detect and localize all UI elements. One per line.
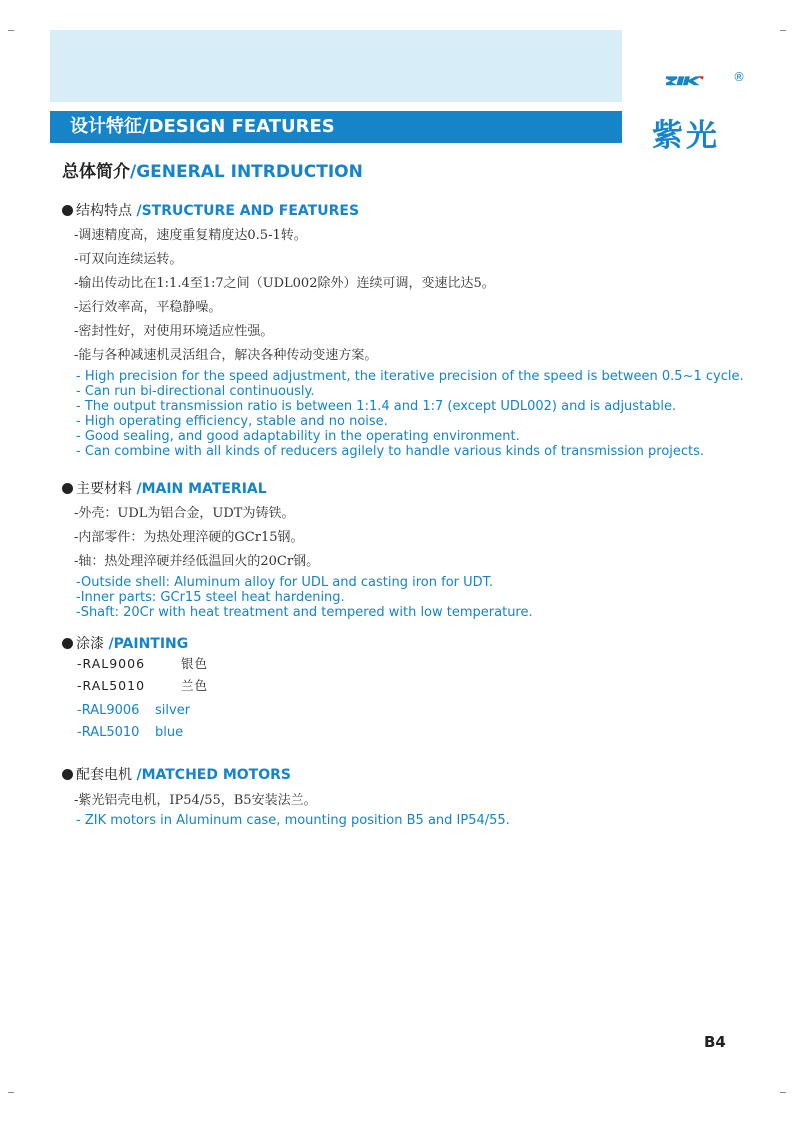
bullet-icon xyxy=(62,638,73,649)
structure-cn-item: -调速精度高，速度重复精度达0.5-1转。 xyxy=(74,228,307,243)
painting-cn-row xyxy=(77,654,208,672)
page-title: 设计特征/DESIGN FEATURES xyxy=(50,111,622,143)
material-section-heading xyxy=(62,478,267,498)
material-en-item: -Shaft: 20Cr with heat treatment and tempered with low temperature. xyxy=(76,605,533,620)
paint-color: silver xyxy=(155,703,191,718)
material-cn-item: -轴：热处理淬硬并经低温回火的20Cr钢。 xyxy=(74,554,320,569)
bullet-icon xyxy=(62,205,73,216)
paint-code: -RAL5010 xyxy=(77,725,140,740)
crop-mark xyxy=(8,1092,14,1093)
structure-en-item: - High operating efficiency, stable and no noise. xyxy=(76,414,388,429)
heading-en: /GENERAL INTRDUCTION xyxy=(130,162,363,182)
section-cn: 结构特点 xyxy=(76,203,132,219)
material-cn-item: -外壳：UDL为铝合金，UDT为铸铁。 xyxy=(74,506,295,521)
structure-section-heading xyxy=(62,200,359,220)
bullet-icon xyxy=(62,483,73,494)
crop-mark xyxy=(780,1092,786,1093)
material-cn-item: -内部零件：为热处理淬硬的GCr15钢。 xyxy=(74,530,304,545)
section-cn: 涂漆 xyxy=(76,636,104,652)
paint-code: -RAL9006 xyxy=(77,656,146,671)
structure-en-item: - Can combine with all kinds of reducers agilely to handle various kinds of transmission projects. xyxy=(76,444,705,459)
structure-en-item: - Good sealing, and good adaptability in the operating environment. xyxy=(76,429,520,444)
zik-logo-icon xyxy=(640,74,736,106)
section-en: /MAIN MATERIAL xyxy=(136,481,267,497)
structure-en-item: - High precision for the speed adjustment, the iterative precision of the speed is between 0.5~1 cycle. xyxy=(76,369,744,384)
page-number: B4 xyxy=(704,1033,726,1051)
crop-mark xyxy=(780,30,786,31)
painting-en-row xyxy=(77,725,183,740)
motors-section-heading xyxy=(62,764,291,784)
painting-en-row xyxy=(77,703,190,718)
material-en-item: -Inner parts: GCr15 steel heat hardening. xyxy=(76,590,345,605)
paint-color: 银色 xyxy=(181,656,209,671)
structure-cn-item: -能与各种减速机灵活组合，解决各种传动变速方案。 xyxy=(74,348,378,363)
paint-color: blue xyxy=(155,725,184,740)
structure-en-item: - Can run bi-directional continuously. xyxy=(76,384,315,399)
structure-cn-item: -密封性好，对使用环境适应性强。 xyxy=(74,324,274,339)
general-introduction-heading xyxy=(62,157,363,182)
registered-mark: ® xyxy=(733,70,745,84)
structure-cn-item: -可双向连续运转。 xyxy=(74,252,183,267)
section-cn: 配套电机 xyxy=(76,767,132,783)
motors-en-item: - ZIK motors in Aluminum case, mounting position B5 and IP54/55. xyxy=(76,813,510,828)
material-en-item: -Outside shell: Aluminum alloy for UDL and casting iron for UDT. xyxy=(76,575,494,590)
paint-color: 兰色 xyxy=(181,678,209,693)
crop-mark xyxy=(8,30,14,31)
motors-cn-item: -紫光铝壳电机，IP54/55，B5安装法兰。 xyxy=(74,793,317,808)
structure-cn-item: -运行效率高，平稳静噪。 xyxy=(74,300,222,315)
header-band xyxy=(50,30,622,102)
section-en: /STRUCTURE AND FEATURES xyxy=(136,203,360,219)
painting-cn-row xyxy=(77,676,208,694)
section-cn: 主要材料 xyxy=(76,481,132,497)
structure-cn-item: -输出传动比在1:1.4至1:7之间（UDL002除外）连续可调，变速比达5。 xyxy=(74,276,495,291)
brand-name-cn: 紫光 xyxy=(652,118,720,154)
section-en: /MATCHED MOTORS xyxy=(136,767,291,783)
paint-code: -RAL5010 xyxy=(77,678,146,693)
heading-cn: 总体简介 xyxy=(62,162,130,182)
section-en: /PAINTING xyxy=(108,636,189,652)
painting-section-heading xyxy=(62,633,188,653)
paint-code: -RAL9006 xyxy=(77,703,140,718)
bullet-icon xyxy=(62,769,73,780)
structure-en-item: - The output transmission ratio is between 1:1.4 and 1:7 (except UDL002) and is adjustable. xyxy=(76,399,677,414)
